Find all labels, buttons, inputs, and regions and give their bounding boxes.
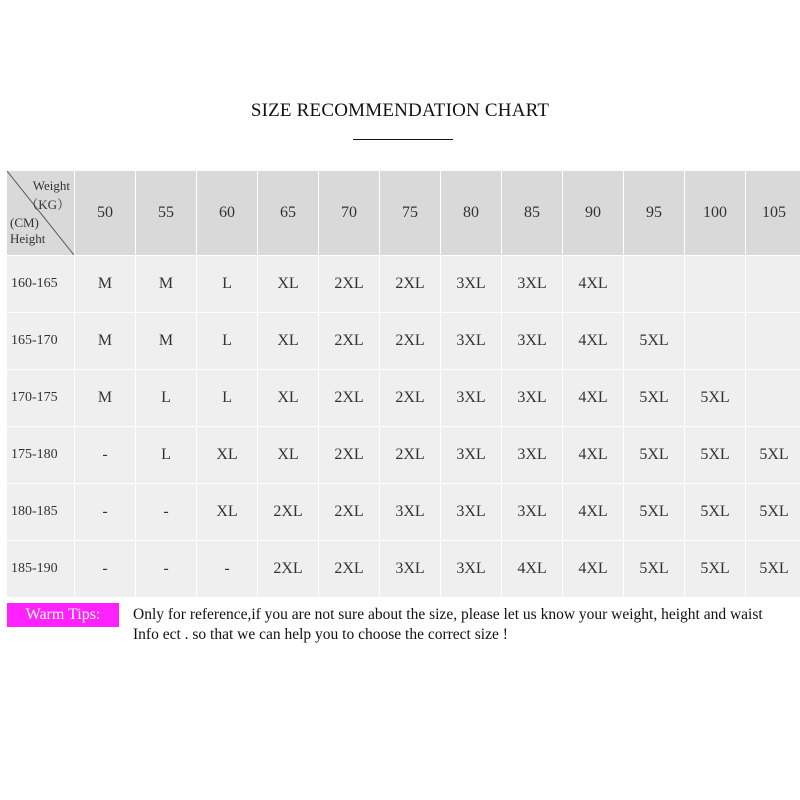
- size-cell: 2XL: [319, 427, 379, 483]
- weight-header: 75: [380, 171, 440, 255]
- size-cell: 2XL: [380, 313, 440, 369]
- weight-header: 85: [502, 171, 562, 255]
- size-cell: 4XL: [563, 370, 623, 426]
- weight-unit: （KG）: [25, 197, 70, 212]
- size-cell: 4XL: [563, 313, 623, 369]
- weight-header: 50: [75, 171, 135, 255]
- size-cell: XL: [197, 484, 257, 540]
- size-cell: XL: [258, 370, 318, 426]
- size-cell: 5XL: [624, 541, 684, 597]
- size-cell: 3XL: [441, 427, 501, 483]
- size-cell: 5XL: [624, 313, 684, 369]
- size-cell: 3XL: [441, 256, 501, 312]
- height-header: 160-165: [7, 256, 74, 312]
- size-cell: 2XL: [380, 427, 440, 483]
- weight-header: 55: [136, 171, 196, 255]
- size-cell: 5XL: [746, 484, 800, 540]
- size-cell: 4XL: [563, 427, 623, 483]
- size-cell: -: [136, 541, 196, 597]
- height-header: 180-185: [7, 484, 74, 540]
- size-cell: 3XL: [380, 541, 440, 597]
- size-cell: 2XL: [258, 484, 318, 540]
- size-cell: L: [136, 370, 196, 426]
- size-cell: L: [136, 427, 196, 483]
- height-header: 185-190: [7, 541, 74, 597]
- size-cell: 3XL: [441, 541, 501, 597]
- size-cell: 3XL: [502, 484, 562, 540]
- weight-header: 90: [563, 171, 623, 255]
- size-cell: [685, 256, 745, 312]
- size-cell: -: [75, 427, 135, 483]
- weight-header: 60: [197, 171, 257, 255]
- size-cell: 2XL: [258, 541, 318, 597]
- chart-title: SIZE RECOMMENDATION CHART: [250, 100, 550, 121]
- size-cell: 3XL: [380, 484, 440, 540]
- size-cell: 5XL: [685, 541, 745, 597]
- size-cell: 2XL: [380, 256, 440, 312]
- size-cell: 5XL: [624, 484, 684, 540]
- table-corner-header: [7, 171, 74, 255]
- size-cell: M: [136, 256, 196, 312]
- warm-tips-text: Only for reference,if you are not sure about the size, please let us know your weight, height and waist Info ect . so that we can help you to choose the correct size !: [133, 606, 763, 643]
- size-cell: 5XL: [746, 427, 800, 483]
- weight-header: 70: [319, 171, 379, 255]
- size-cell: XL: [197, 427, 257, 483]
- size-cell: 2XL: [319, 541, 379, 597]
- size-cell: 2XL: [380, 370, 440, 426]
- size-cell: 2XL: [319, 484, 379, 540]
- size-cell: [624, 256, 684, 312]
- size-cell: [746, 256, 800, 312]
- weight-header: 105: [746, 171, 800, 255]
- size-cell: [685, 313, 745, 369]
- size-cell: 4XL: [563, 484, 623, 540]
- size-cell: XL: [258, 256, 318, 312]
- size-cell: 4XL: [502, 541, 562, 597]
- size-cell: L: [197, 313, 257, 369]
- size-cell: 2XL: [319, 370, 379, 426]
- weight-header: 80: [441, 171, 501, 255]
- weight-header: 100: [685, 171, 745, 255]
- size-cell: 5XL: [685, 370, 745, 426]
- size-cell: 3XL: [441, 313, 501, 369]
- height-unit: (CM): [10, 215, 39, 230]
- size-cell: M: [75, 256, 135, 312]
- size-cell: [746, 313, 800, 369]
- height-header: 170-175: [7, 370, 74, 426]
- warm-tips-badge: Warm Tips:: [7, 603, 119, 627]
- size-cell: [746, 370, 800, 426]
- size-cell: -: [136, 484, 196, 540]
- size-table: [7, 171, 790, 591]
- size-cell: -: [75, 541, 135, 597]
- size-cell: XL: [258, 313, 318, 369]
- height-header: 165-170: [7, 313, 74, 369]
- size-cell: -: [197, 541, 257, 597]
- size-cell: 3XL: [502, 256, 562, 312]
- size-cell: M: [75, 313, 135, 369]
- size-cell: 3XL: [441, 484, 501, 540]
- size-cell: 4XL: [563, 256, 623, 312]
- title-underline: [353, 139, 453, 140]
- weight-header: 95: [624, 171, 684, 255]
- size-cell: -: [75, 484, 135, 540]
- height-header: 175-180: [7, 427, 74, 483]
- size-cell: 5XL: [685, 484, 745, 540]
- size-cell: L: [197, 256, 257, 312]
- size-cell: M: [136, 313, 196, 369]
- weight-label: Weight: [32, 178, 70, 193]
- size-cell: XL: [258, 427, 318, 483]
- size-cell: 5XL: [624, 370, 684, 426]
- size-cell: 4XL: [563, 541, 623, 597]
- size-cell: 5XL: [746, 541, 800, 597]
- weight-header: 65: [258, 171, 318, 255]
- size-cell: 3XL: [502, 370, 562, 426]
- size-cell: 3XL: [502, 313, 562, 369]
- size-cell: 3XL: [441, 370, 501, 426]
- size-cell: 2XL: [319, 313, 379, 369]
- size-cell: M: [75, 370, 135, 426]
- size-cell: 5XL: [685, 427, 745, 483]
- size-cell: 2XL: [319, 256, 379, 312]
- size-cell: 5XL: [624, 427, 684, 483]
- size-cell: 3XL: [502, 427, 562, 483]
- height-label: Height: [10, 231, 46, 246]
- size-cell: L: [197, 370, 257, 426]
